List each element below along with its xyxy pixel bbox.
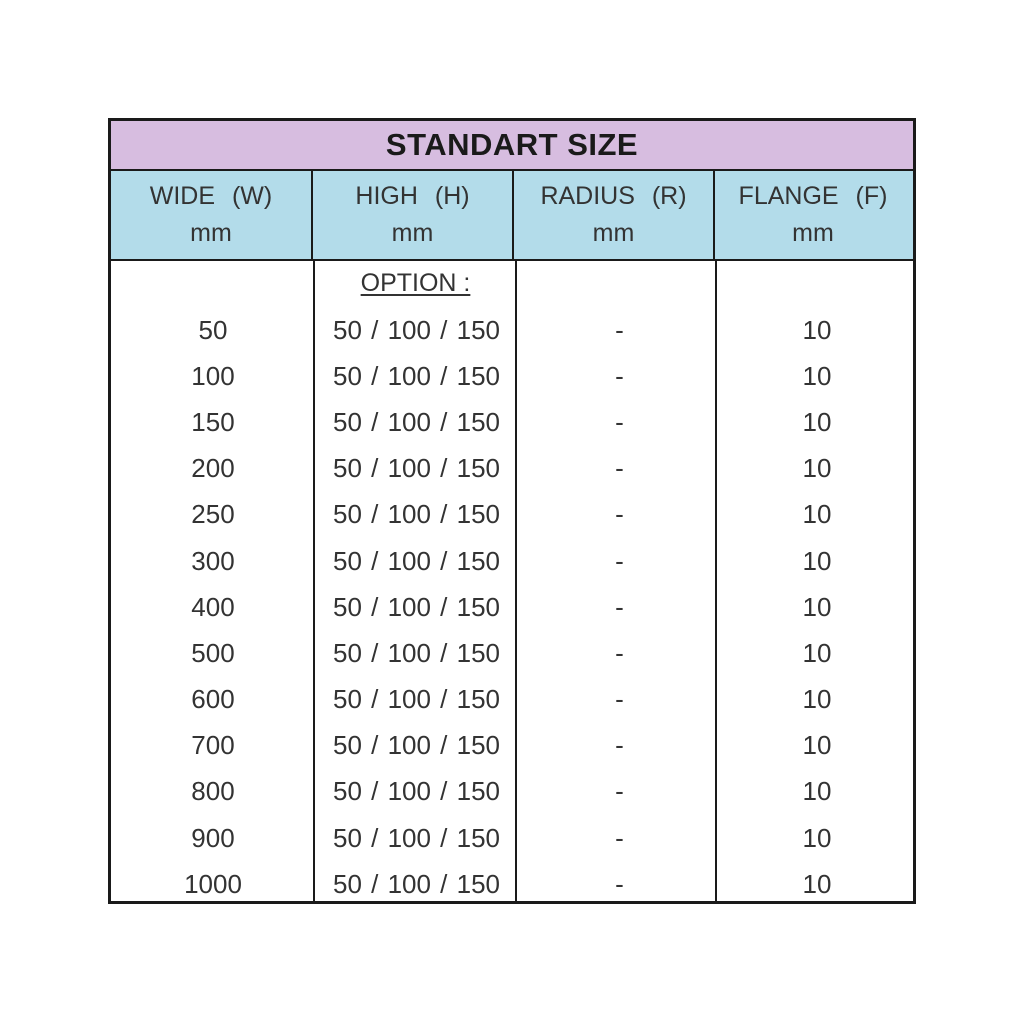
header-high-label: HIGH (H) bbox=[355, 182, 470, 210]
cell-wide: 250 bbox=[191, 499, 235, 530]
cell-wide: 800 bbox=[191, 776, 235, 807]
table-body bbox=[111, 261, 913, 901]
cell-high: 50 / 100 / 150 bbox=[332, 730, 501, 761]
cell-wide: 200 bbox=[191, 453, 235, 484]
cell-high: 50 / 100 / 150 bbox=[332, 591, 501, 622]
cell-radius: - bbox=[615, 730, 624, 761]
cell-wide: 100 bbox=[191, 360, 235, 391]
cell-flange: 10 bbox=[802, 776, 832, 807]
cell-flange: 10 bbox=[802, 453, 832, 484]
cell-wide: 400 bbox=[191, 591, 235, 622]
cell-flange: 10 bbox=[802, 822, 832, 853]
cell-radius: - bbox=[615, 822, 624, 853]
table-row bbox=[111, 630, 913, 676]
header-flange bbox=[715, 171, 911, 259]
cell-radius: - bbox=[615, 360, 624, 391]
header-wide-label: WIDE (W) bbox=[149, 182, 273, 210]
header-flange-label: FLANGE (F) bbox=[738, 182, 888, 210]
cell-radius: - bbox=[615, 499, 624, 530]
cell-wide: 500 bbox=[191, 637, 235, 668]
cell-high: 50 / 100 / 150 bbox=[332, 406, 501, 437]
cell-high: 50 / 100 / 150 bbox=[332, 499, 501, 530]
header-radius-label: RADIUS (R) bbox=[540, 182, 687, 210]
cell-high: 50 / 100 / 150 bbox=[332, 822, 501, 853]
table-row bbox=[111, 861, 913, 907]
table-title: STANDART SIZE bbox=[111, 121, 913, 171]
cell-high: 50 / 100 / 150 bbox=[332, 868, 501, 899]
header-high bbox=[313, 171, 514, 259]
table-row bbox=[111, 307, 913, 353]
header-wide bbox=[111, 171, 313, 259]
table-row bbox=[111, 538, 913, 584]
cell-high: 50 / 100 / 150 bbox=[332, 545, 501, 576]
cell-flange: 10 bbox=[802, 730, 832, 761]
table-row bbox=[111, 677, 913, 723]
table-row bbox=[111, 399, 913, 445]
table-rows bbox=[111, 307, 913, 907]
cell-high: 50 / 100 / 150 bbox=[332, 453, 501, 484]
cell-flange: 10 bbox=[802, 545, 832, 576]
standard-size-table bbox=[108, 118, 916, 904]
cell-flange: 10 bbox=[802, 684, 832, 715]
option-label: OPTION : bbox=[360, 269, 471, 297]
table-row bbox=[111, 353, 913, 399]
table-row bbox=[111, 815, 913, 861]
cell-high: 50 / 100 / 150 bbox=[332, 684, 501, 715]
cell-flange: 10 bbox=[802, 591, 832, 622]
cell-flange: 10 bbox=[802, 637, 832, 668]
table-row bbox=[111, 446, 913, 492]
cell-radius: - bbox=[615, 684, 624, 715]
header-wide-unit: mm bbox=[190, 219, 232, 247]
cell-wide: 150 bbox=[191, 406, 235, 437]
cell-flange: 10 bbox=[802, 360, 832, 391]
cell-radius: - bbox=[615, 637, 624, 668]
cell-radius: - bbox=[615, 545, 624, 576]
header-flange-unit: mm bbox=[792, 219, 834, 247]
cell-radius: - bbox=[615, 406, 624, 437]
cell-high: 50 / 100 / 150 bbox=[332, 360, 501, 391]
table-row bbox=[111, 723, 913, 769]
cell-flange: 10 bbox=[802, 406, 832, 437]
cell-wide: 700 bbox=[191, 730, 235, 761]
cell-radius: - bbox=[615, 776, 624, 807]
cell-radius: - bbox=[615, 868, 624, 899]
header-radius-unit: mm bbox=[592, 219, 635, 247]
table-row bbox=[111, 584, 913, 630]
header-radius bbox=[514, 171, 715, 259]
cell-high: 50 / 100 / 150 bbox=[332, 776, 501, 807]
cell-wide: 1000 bbox=[184, 868, 242, 899]
cell-wide: 900 bbox=[191, 822, 235, 853]
cell-wide: 300 bbox=[191, 545, 235, 576]
cell-wide: 50 bbox=[198, 314, 228, 345]
cell-flange: 10 bbox=[802, 314, 832, 345]
cell-radius: - bbox=[615, 453, 624, 484]
cell-radius: - bbox=[615, 314, 624, 345]
cell-flange: 10 bbox=[802, 499, 832, 530]
cell-high: 50 / 100 / 150 bbox=[332, 637, 501, 668]
cell-flange: 10 bbox=[802, 868, 832, 899]
table-row bbox=[111, 769, 913, 815]
cell-high: 50 / 100 / 150 bbox=[332, 314, 501, 345]
header-high-unit: mm bbox=[391, 219, 434, 247]
cell-wide: 600 bbox=[191, 684, 235, 715]
cell-radius: - bbox=[615, 591, 624, 622]
table-row bbox=[111, 492, 913, 538]
table-header-row bbox=[111, 171, 913, 261]
